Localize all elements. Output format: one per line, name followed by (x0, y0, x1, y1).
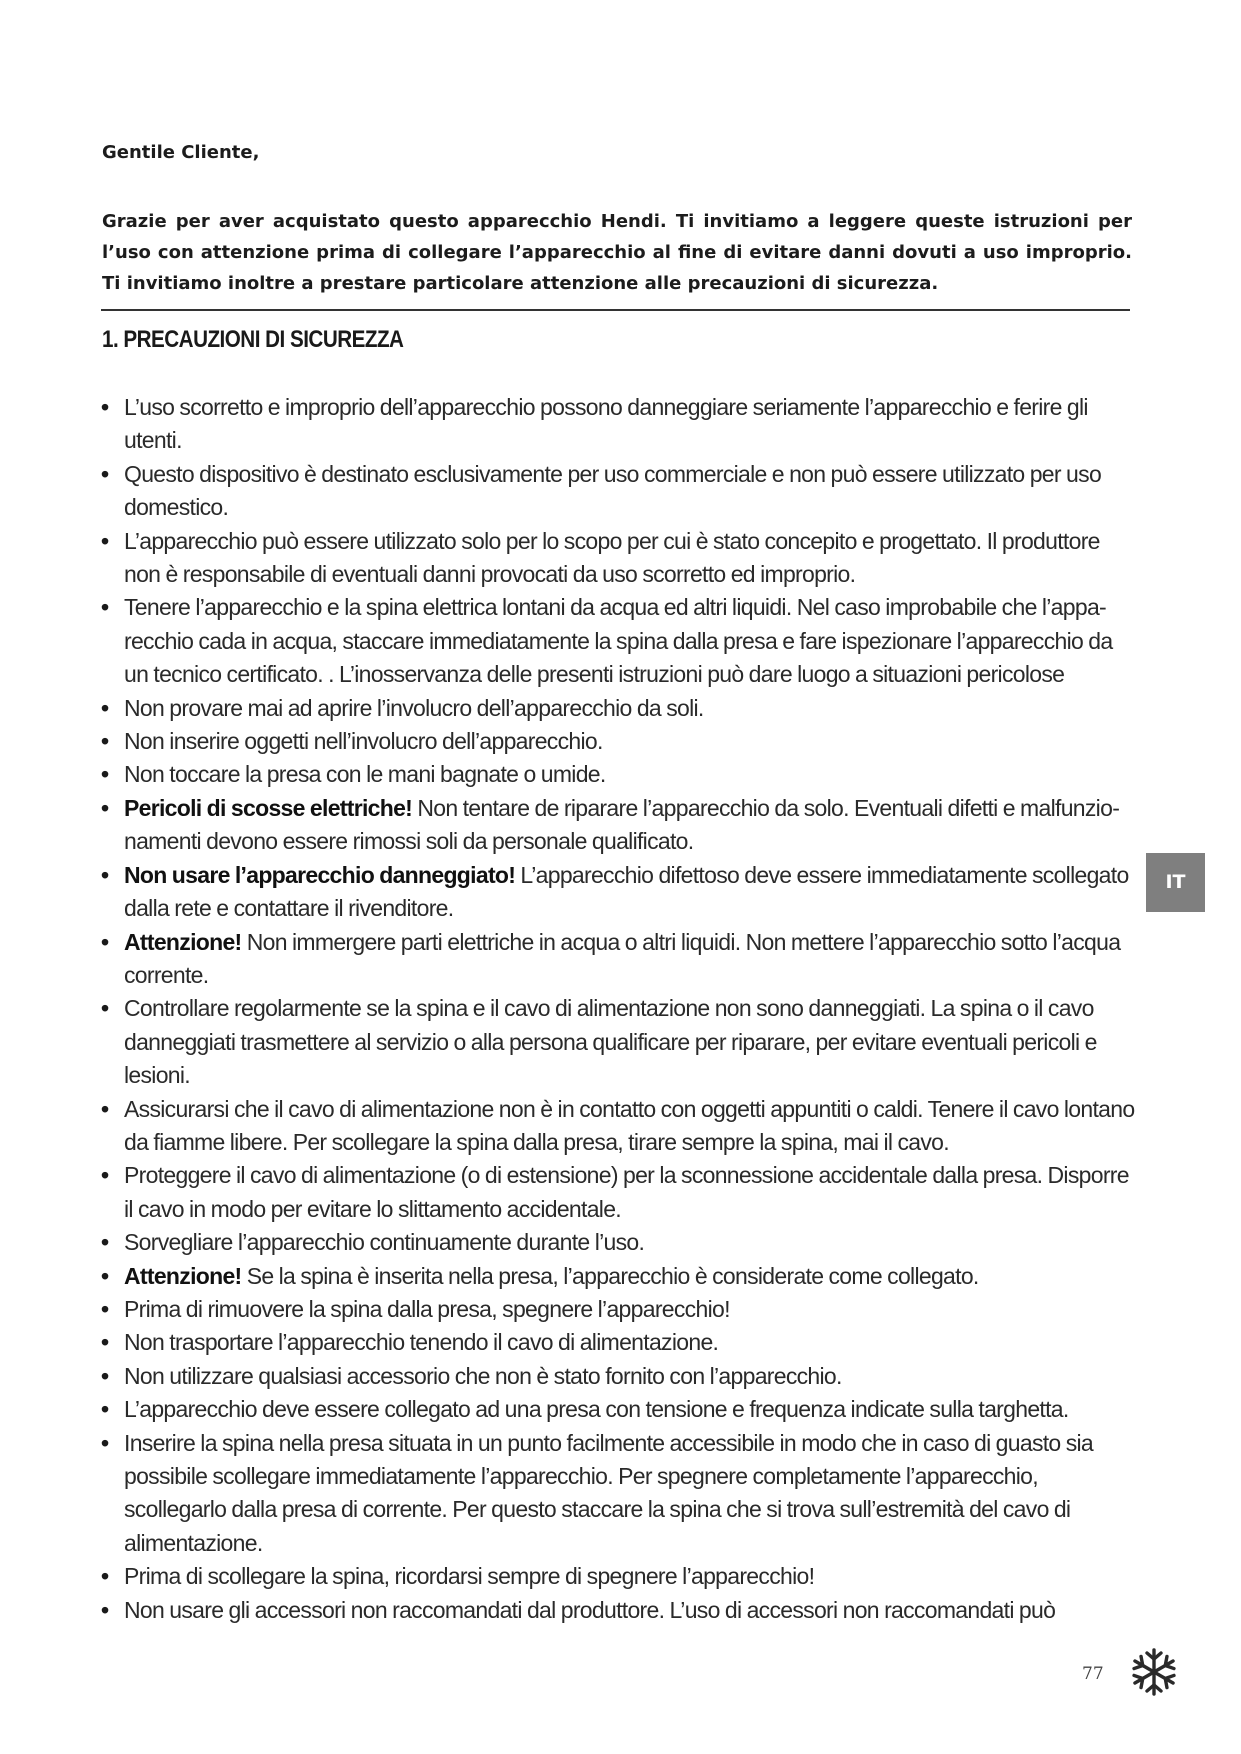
salutation: Gentile Cliente, (102, 142, 260, 163)
bullet-text: L’uso scorretto e improprio dell’apparecchio possono danneggiare seriamente l’apparecchio e ferire gli utenti. (124, 394, 1088, 454)
bullet-icon: • (101, 861, 109, 888)
list-item (99, 1159, 1140, 1226)
list-item (99, 1393, 1140, 1426)
bullet-icon: • (101, 1396, 109, 1423)
list-item (99, 1427, 1140, 1561)
list-item (99, 391, 1140, 458)
bullet-text: Non immergere parti elettriche in acqua o altri liquidi. Non mettere l’apparecchio sotto l’acqua corrente. (124, 928, 1121, 988)
bullet-icon: • (101, 761, 109, 788)
bullet-text: Proteggere il cavo di alimentazione (o di estensione) per la sconnessione accidentale dalla presa. Disporre il cavo in modo per evitare lo slittamento accidentale. (124, 1162, 1129, 1222)
list-item (99, 758, 1140, 791)
bullet-icon: • (101, 460, 109, 487)
bullet-icon: • (101, 694, 109, 721)
bullet-icon: • (101, 1563, 109, 1590)
bullet-icon: • (101, 1429, 109, 1456)
bullet-icon: • (101, 794, 109, 821)
bullet-icon: • (101, 1596, 109, 1623)
bullet-text: Se la spina è inserita nella presa, l’apparecchio è considerate come collegato. (241, 1262, 979, 1289)
bullet-icon: • (101, 1262, 109, 1289)
bullet-lead: Attenzione! (124, 1262, 242, 1289)
list-item (99, 1293, 1140, 1326)
list-item (99, 1360, 1140, 1393)
bullet-text: Sorvegliare l’apparecchio continuamente durante l’uso. (124, 1229, 645, 1256)
bullet-text: Non usare gli accessori non raccomandati dal produttore. L’uso di accessori non raccomandati può (124, 1596, 1056, 1623)
bullet-text: Controllare regolarmente se la spina e il cavo di alimentazione non sono danneggiati. La spina o il cavo danneggiati trasmettere al servizio o alla persona qualificare per riparare, per evitare eventuali pericoli e lesioni. (124, 995, 1097, 1089)
intro-block (102, 138, 1132, 299)
list-item (99, 926, 1140, 993)
list-item (99, 992, 1140, 1092)
list-item (99, 525, 1140, 592)
bullet-text: Non tentare de riparare l’apparecchio da solo. Eventuali difetti e malfunzionamenti devono essere rimossi soli da personale qualificato. (124, 794, 1120, 855)
bullet-text: Assicurarsi che il cavo di alimentazione non è in contatto con oggetti appuntiti o caldi. Tenere il cavo lontano da fiamme libere. Per scollegare la spina dalla presa, tirare sempre la spina, mai il cavo. (124, 1095, 1135, 1155)
bullet-icon: • (101, 928, 109, 955)
bullet-text: L’apparecchio deve essere collegato ad una presa con tensione e frequenza indicate sulla targhetta. (124, 1396, 1069, 1423)
language-tab: IT (1146, 853, 1205, 912)
list-item (99, 591, 1140, 691)
bullet-lead: Pericoli di scosse elettriche! (124, 794, 413, 821)
bullet-text: Non trasportare l’apparecchio tenendo il cavo di alimentazione. (124, 1329, 719, 1356)
list-item (99, 1093, 1140, 1160)
bullet-text: L’apparecchio può essere utilizzato solo per lo scopo per cui è stato concepito e progettato. Il produttore non è responsabile di eventuali danni provocati da uso scorretto ed improprio. (124, 527, 1100, 588)
bullet-icon: • (101, 1295, 109, 1322)
list-item (99, 1594, 1140, 1627)
list-item (99, 458, 1140, 525)
bullet-text: Non toccare la presa con le mani bagnate o umide. (124, 761, 606, 788)
list-item (99, 692, 1140, 725)
bullet-icon: • (101, 394, 109, 420)
page-number: 77 (1082, 1664, 1104, 1684)
bullet-text: Tenere l’apparecchio e la spina elettrica lontani da acqua ed altri liquidi. Nel caso improbabile che l’apparecchio cada in acqua, staccare immediatamente la spina dalla presa e fare ispezionare l’apparecchio da un tecnico certificato. . L’inosservanza delle presenti istruzioni può dare luogo a situazioni pericolose (124, 594, 1113, 688)
bullet-lead: Attenzione! (124, 928, 242, 955)
bullet-lead: Non usare l’apparecchio danneggiato! (124, 861, 516, 888)
section-divider (101, 309, 1130, 311)
bullet-text: Inserire la spina nella presa situata in un punto facilmente accessibile in modo che in caso di guasto sia possibile scollegare immediatamente l’apparecchio. Per spegnere completamente l’apparecchio, scollegarlo dalla presa di corrente. Per questo staccare la spina che si trova sull’estremità del cavo di alimentazione. (124, 1429, 1094, 1556)
list-item (99, 1326, 1140, 1359)
bullet-text: Prima di scollegare la spina, ricordarsi sempre di spegnere l’apparecchio! (124, 1563, 815, 1590)
bullet-text: Questo dispositivo è destinato esclusivamente per uso commerciale e non può essere utilizzato per uso domestico. (124, 460, 1102, 521)
bullet-text: Prima di rimuovere la spina dalla presa, spegnere l’apparecchio! (124, 1295, 730, 1322)
bullet-icon: • (101, 1329, 109, 1356)
list-item (99, 1260, 1140, 1293)
list-item (99, 1560, 1140, 1593)
list-item (99, 859, 1140, 926)
section-title: 1. PRECAUZIONI DI SICUREZZA (102, 326, 404, 353)
bullet-icon: • (101, 995, 109, 1022)
list-item (99, 792, 1140, 859)
bullet-text: Non inserire oggetti nell’involucro dell’apparecchio. (124, 728, 603, 755)
bullet-icon: • (101, 1162, 109, 1189)
bullet-icon: • (101, 1095, 109, 1122)
bullet-icon: • (101, 527, 109, 554)
intro-paragraph: Grazie per aver acquistato questo apparecchio Hendi. Ti invitiamo a leggere queste istruzioni per l’uso con attenzione prima di collegare l’apparecchio al fine di evitare danni dovuti a uso improprio. Ti invitiamo inoltre a prestare particolare attenzione alle precauzioni di sicurezza. (102, 211, 1132, 294)
bullet-icon: • (101, 728, 109, 755)
bullet-icon: • (101, 1229, 109, 1256)
snowflake-icon (1128, 1646, 1180, 1698)
bullet-icon: • (101, 1362, 109, 1389)
bullet-text: Non utilizzare qualsiasi accessorio che non è stato fornito con l’apparecchio. (124, 1362, 842, 1389)
bullet-icon: • (101, 594, 109, 621)
bullet-text: Non provare mai ad aprire l’involucro dell’apparecchio da soli. (124, 694, 704, 721)
list-item (99, 1226, 1140, 1259)
safety-precautions-list (99, 391, 1140, 1627)
list-item (99, 725, 1140, 758)
bullet-text: L’apparecchio difettoso deve essere immediatamente scollegato dalla rete e contattare il rivenditore. (124, 861, 1129, 922)
